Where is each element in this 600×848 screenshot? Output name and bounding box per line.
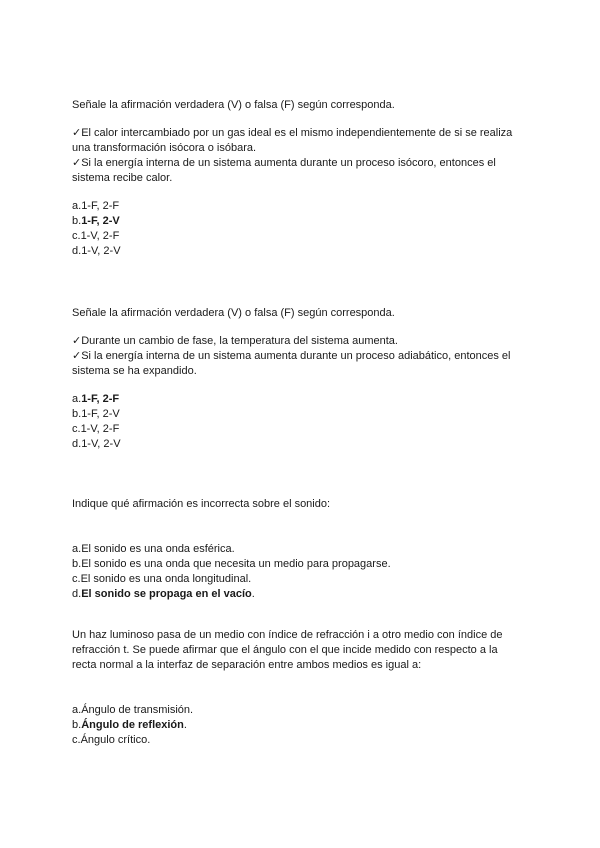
- statement-1-line-1: ✓El calor intercambiado por un gas ideal es el mismo independientemente de si se realiza: [72, 127, 513, 139]
- question-prompt: Señale la afirmación verdadera (V) o falsa (F) según corresponda.: [72, 99, 395, 111]
- option-b[interactable]: b.El sonido es una onda que necesita un medio para propagarse.: [72, 558, 391, 570]
- question-2: [72, 306, 532, 452]
- statement-2-line-1: ✓Si la energía interna de un sistema aumenta durante un proceso adiabático, entonces el: [72, 350, 511, 362]
- option-d[interactable]: d.1-V, 2-V: [72, 438, 121, 450]
- option-c[interactable]: c.1-V, 2-F: [72, 423, 120, 435]
- question-prompt-line-2: refracción t. Se puede afirmar que el ángulo con el que incide medido con respecto a la: [72, 644, 498, 656]
- question-4: [72, 628, 532, 748]
- question-prompt-line-1: Un haz luminoso pasa de un medio con índice de refracción i a otro medio con índice de: [72, 629, 503, 641]
- question-prompt-line-3: recta normal a la interfaz de separación entre ambos medios es igual a:: [72, 659, 422, 671]
- question-3: [72, 497, 532, 602]
- question-prompt: Indique qué afirmación es incorrecta sobre el sonido:: [72, 498, 331, 510]
- question-prompt: Señale la afirmación verdadera (V) o falsa (F) según corresponda.: [72, 307, 395, 319]
- option-b-selected[interactable]: b.1-F, 2-V: [72, 215, 120, 227]
- option-d-selected[interactable]: d.El sonido se propaga en el vacío.: [72, 588, 255, 600]
- statement-2-line-2: sistema se ha expandido.: [72, 365, 197, 377]
- option-c[interactable]: c.1-V, 2-F: [72, 230, 120, 242]
- statement-1-line-1: ✓Durante un cambio de fase, la temperatura del sistema aumenta.: [72, 335, 398, 347]
- option-c[interactable]: c.Ángulo crítico.: [72, 734, 151, 746]
- option-a[interactable]: a.1-F, 2-F: [72, 200, 120, 212]
- option-a[interactable]: a.El sonido es una onda esférica.: [72, 543, 235, 555]
- option-c[interactable]: c.El sonido es una onda longitudinal.: [72, 573, 252, 585]
- option-a[interactable]: a.Ángulo de transmisión.: [72, 704, 194, 716]
- option-d[interactable]: d.1-V, 2-V: [72, 245, 121, 257]
- statement-2-line-1: ✓Si la energía interna de un sistema aumenta durante un proceso isócoro, entonces el: [72, 157, 496, 169]
- question-1: [72, 98, 532, 259]
- option-a-selected[interactable]: a.1-F, 2-F: [72, 393, 120, 405]
- option-b-selected[interactable]: b.Ángulo de reflexión.: [72, 719, 187, 731]
- statement-2-line-2: sistema recibe calor.: [72, 172, 173, 184]
- statement-1-line-2: una transformación isócora o isóbara.: [72, 142, 257, 154]
- option-b[interactable]: b.1-F, 2-V: [72, 408, 120, 420]
